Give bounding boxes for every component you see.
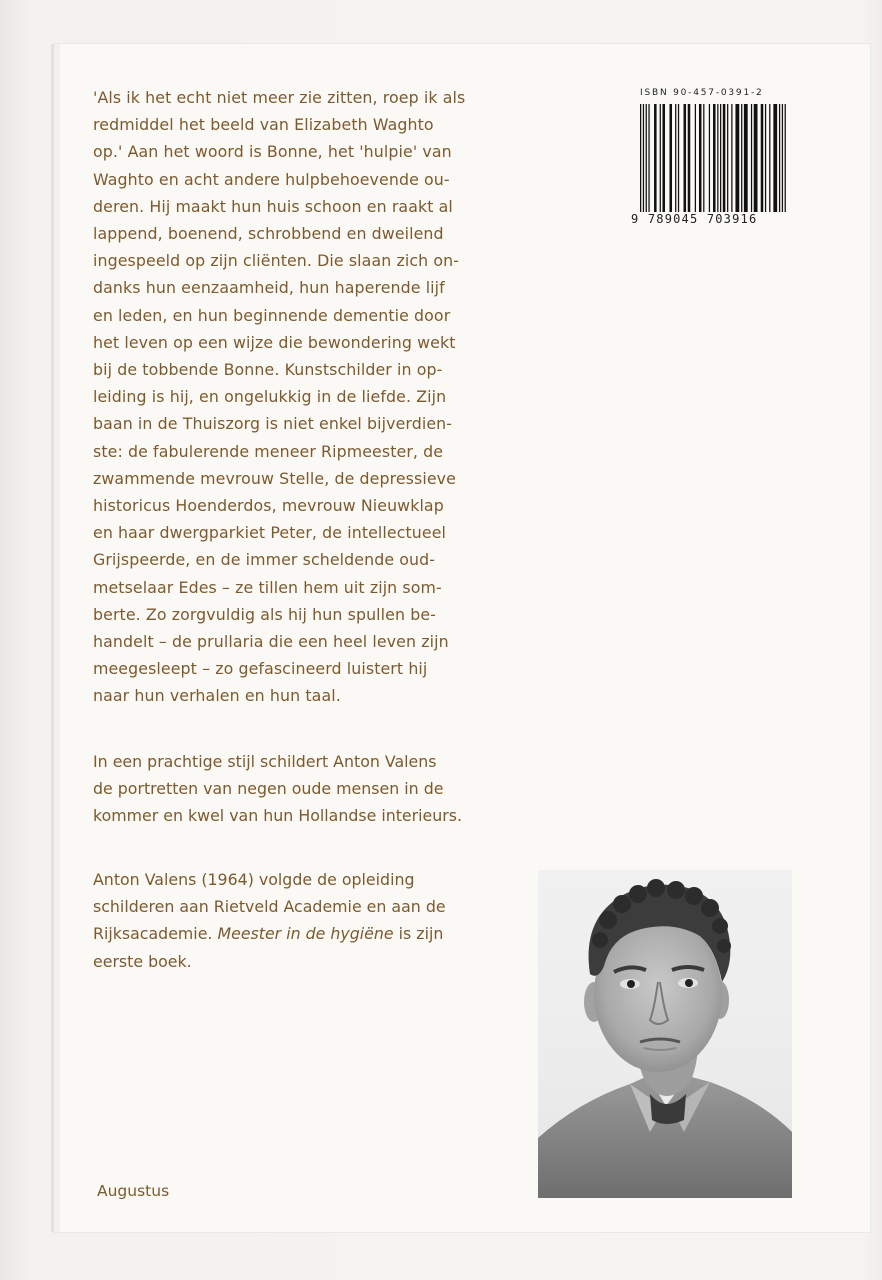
blurb-line: en leden, en hun beginnende dementie door — [93, 305, 451, 325]
author-bio — [93, 866, 519, 975]
blurb-line: historicus Hoenderdos, mevrouw Nieuwklap — [93, 496, 444, 516]
barcode-bar — [765, 104, 766, 212]
barcode-bar — [654, 104, 657, 212]
barcode-bar — [761, 104, 764, 212]
blurb-closing-line: kommer en kwel van hun Hollandse interieurs. — [93, 806, 463, 826]
barcode-bar — [773, 104, 777, 212]
barcode-bar — [669, 104, 672, 212]
barcode-bar — [662, 104, 665, 212]
barcode-bar — [741, 104, 742, 212]
barcode-bar — [744, 104, 748, 212]
barcode-bar — [640, 104, 641, 212]
barcode-bar — [779, 104, 780, 212]
barcode-bar — [688, 104, 691, 212]
barcode-bar — [699, 104, 702, 212]
book-title: Meester in de hygiëne — [217, 924, 394, 944]
author-portrait-icon — [538, 870, 792, 1198]
blurb-line: berte. Zo zorgvuldig als hij hun spullen be- — [93, 604, 436, 624]
blurb-line: meegesleept – zo gefascineerd luistert hij — [93, 659, 428, 679]
barcode-bar — [717, 104, 718, 212]
blurb-line: naar hun verhalen en hun taal. — [93, 686, 341, 706]
barcode-bar — [769, 104, 770, 212]
bio-line: Anton Valens (1964) volgde de opleiding — [93, 870, 415, 889]
barcode-bar — [709, 104, 710, 212]
blurb-line: ingespeeld op zijn cliënten. Die slaan zich on- — [93, 251, 460, 271]
barcode-bar — [675, 104, 676, 212]
blurb-line: leiding is hij, en ongelukkig in de liefde. Zijn — [93, 387, 447, 407]
barcode-icon — [640, 104, 786, 212]
barcode-bar — [735, 104, 739, 212]
barcode-bar — [754, 104, 758, 212]
isbn-label: ISBN 90-457-0391-2 — [640, 88, 764, 98]
barcode-bar — [727, 104, 728, 212]
barcode-bar — [731, 104, 732, 212]
blurb-line: baan in de Thuiszorg is niet enkel bijverdien- — [93, 414, 453, 434]
bio-line: eerste boek. — [93, 951, 192, 971]
bio-line-prefix: Rijksacademie. — [93, 924, 218, 944]
barcode-bar — [646, 104, 647, 212]
barcode-bar — [782, 104, 783, 212]
barcode-bar — [703, 104, 704, 212]
blurb-closing-line: de portretten van negen oude mensen in de — [93, 779, 444, 799]
blurb-line: Waghto en acht andere hulpbehoevende ou- — [93, 169, 450, 189]
blurb-line: het leven op een wijze die bewondering wekt — [93, 332, 456, 352]
blurb-line: lappend, boenend, schrobbend en dweilend — [93, 224, 444, 244]
blurb-text — [93, 84, 523, 710]
blurb-line: redmiddel het beeld van Elizabeth Waghto — [93, 115, 434, 135]
bio-line: schilderen aan Rietveld Academie en aan de — [93, 897, 446, 917]
blurb-closing-line: In een prachtige stijl schildert Anton Valens — [93, 752, 437, 771]
author-photo — [538, 870, 792, 1198]
barcode-bar — [660, 104, 661, 212]
barcode-bar — [785, 104, 786, 212]
bio-line-suffix: is zijn — [393, 924, 444, 944]
blurb-line: 'Als ik het echt niet meer zie zitten, roep ik als — [93, 88, 466, 107]
barcode-bar — [695, 104, 696, 212]
blurb-closing-text — [93, 748, 523, 830]
barcode-bar — [648, 104, 649, 212]
blurb-line: deren. Hij maakt hun huis schoon en raakt al — [93, 196, 453, 216]
blurb-line: metselaar Edes – ze tillen hem uit zijn som- — [93, 577, 442, 597]
blurb-line: zwammende mevrouw Stelle, de depressieve — [93, 468, 456, 488]
barcode-bar — [684, 104, 687, 212]
blurb-line: en haar dwergparkiet Peter, de intellectueel — [93, 523, 447, 543]
barcode-bar — [723, 104, 726, 212]
blurb-line: op.' Aan het woord is Bonne, het 'hulpie' van — [93, 142, 452, 162]
barcode-bar — [678, 104, 679, 212]
barcode-bar — [720, 104, 721, 212]
blurb-line: bij de tobbende Bonne. Kunstschilder in op- — [93, 360, 443, 380]
blurb-line: danks hun eenzaamheid, hun haperende lijf — [93, 278, 445, 298]
barcode-bar — [751, 104, 752, 212]
blurb-line: Grijspeerde, en de immer scheldende oud- — [93, 550, 436, 570]
publisher-name: Augustus — [97, 1182, 170, 1200]
barcode-bar — [713, 104, 716, 212]
ean-number: 9 789045 703916 — [631, 212, 758, 226]
blurb-line: ste: de fabulerende meneer Ripmeester, de — [93, 441, 444, 461]
blurb-line: handelt – de prullaria die een heel leven zijn — [93, 632, 449, 652]
barcode-bar — [643, 104, 644, 212]
